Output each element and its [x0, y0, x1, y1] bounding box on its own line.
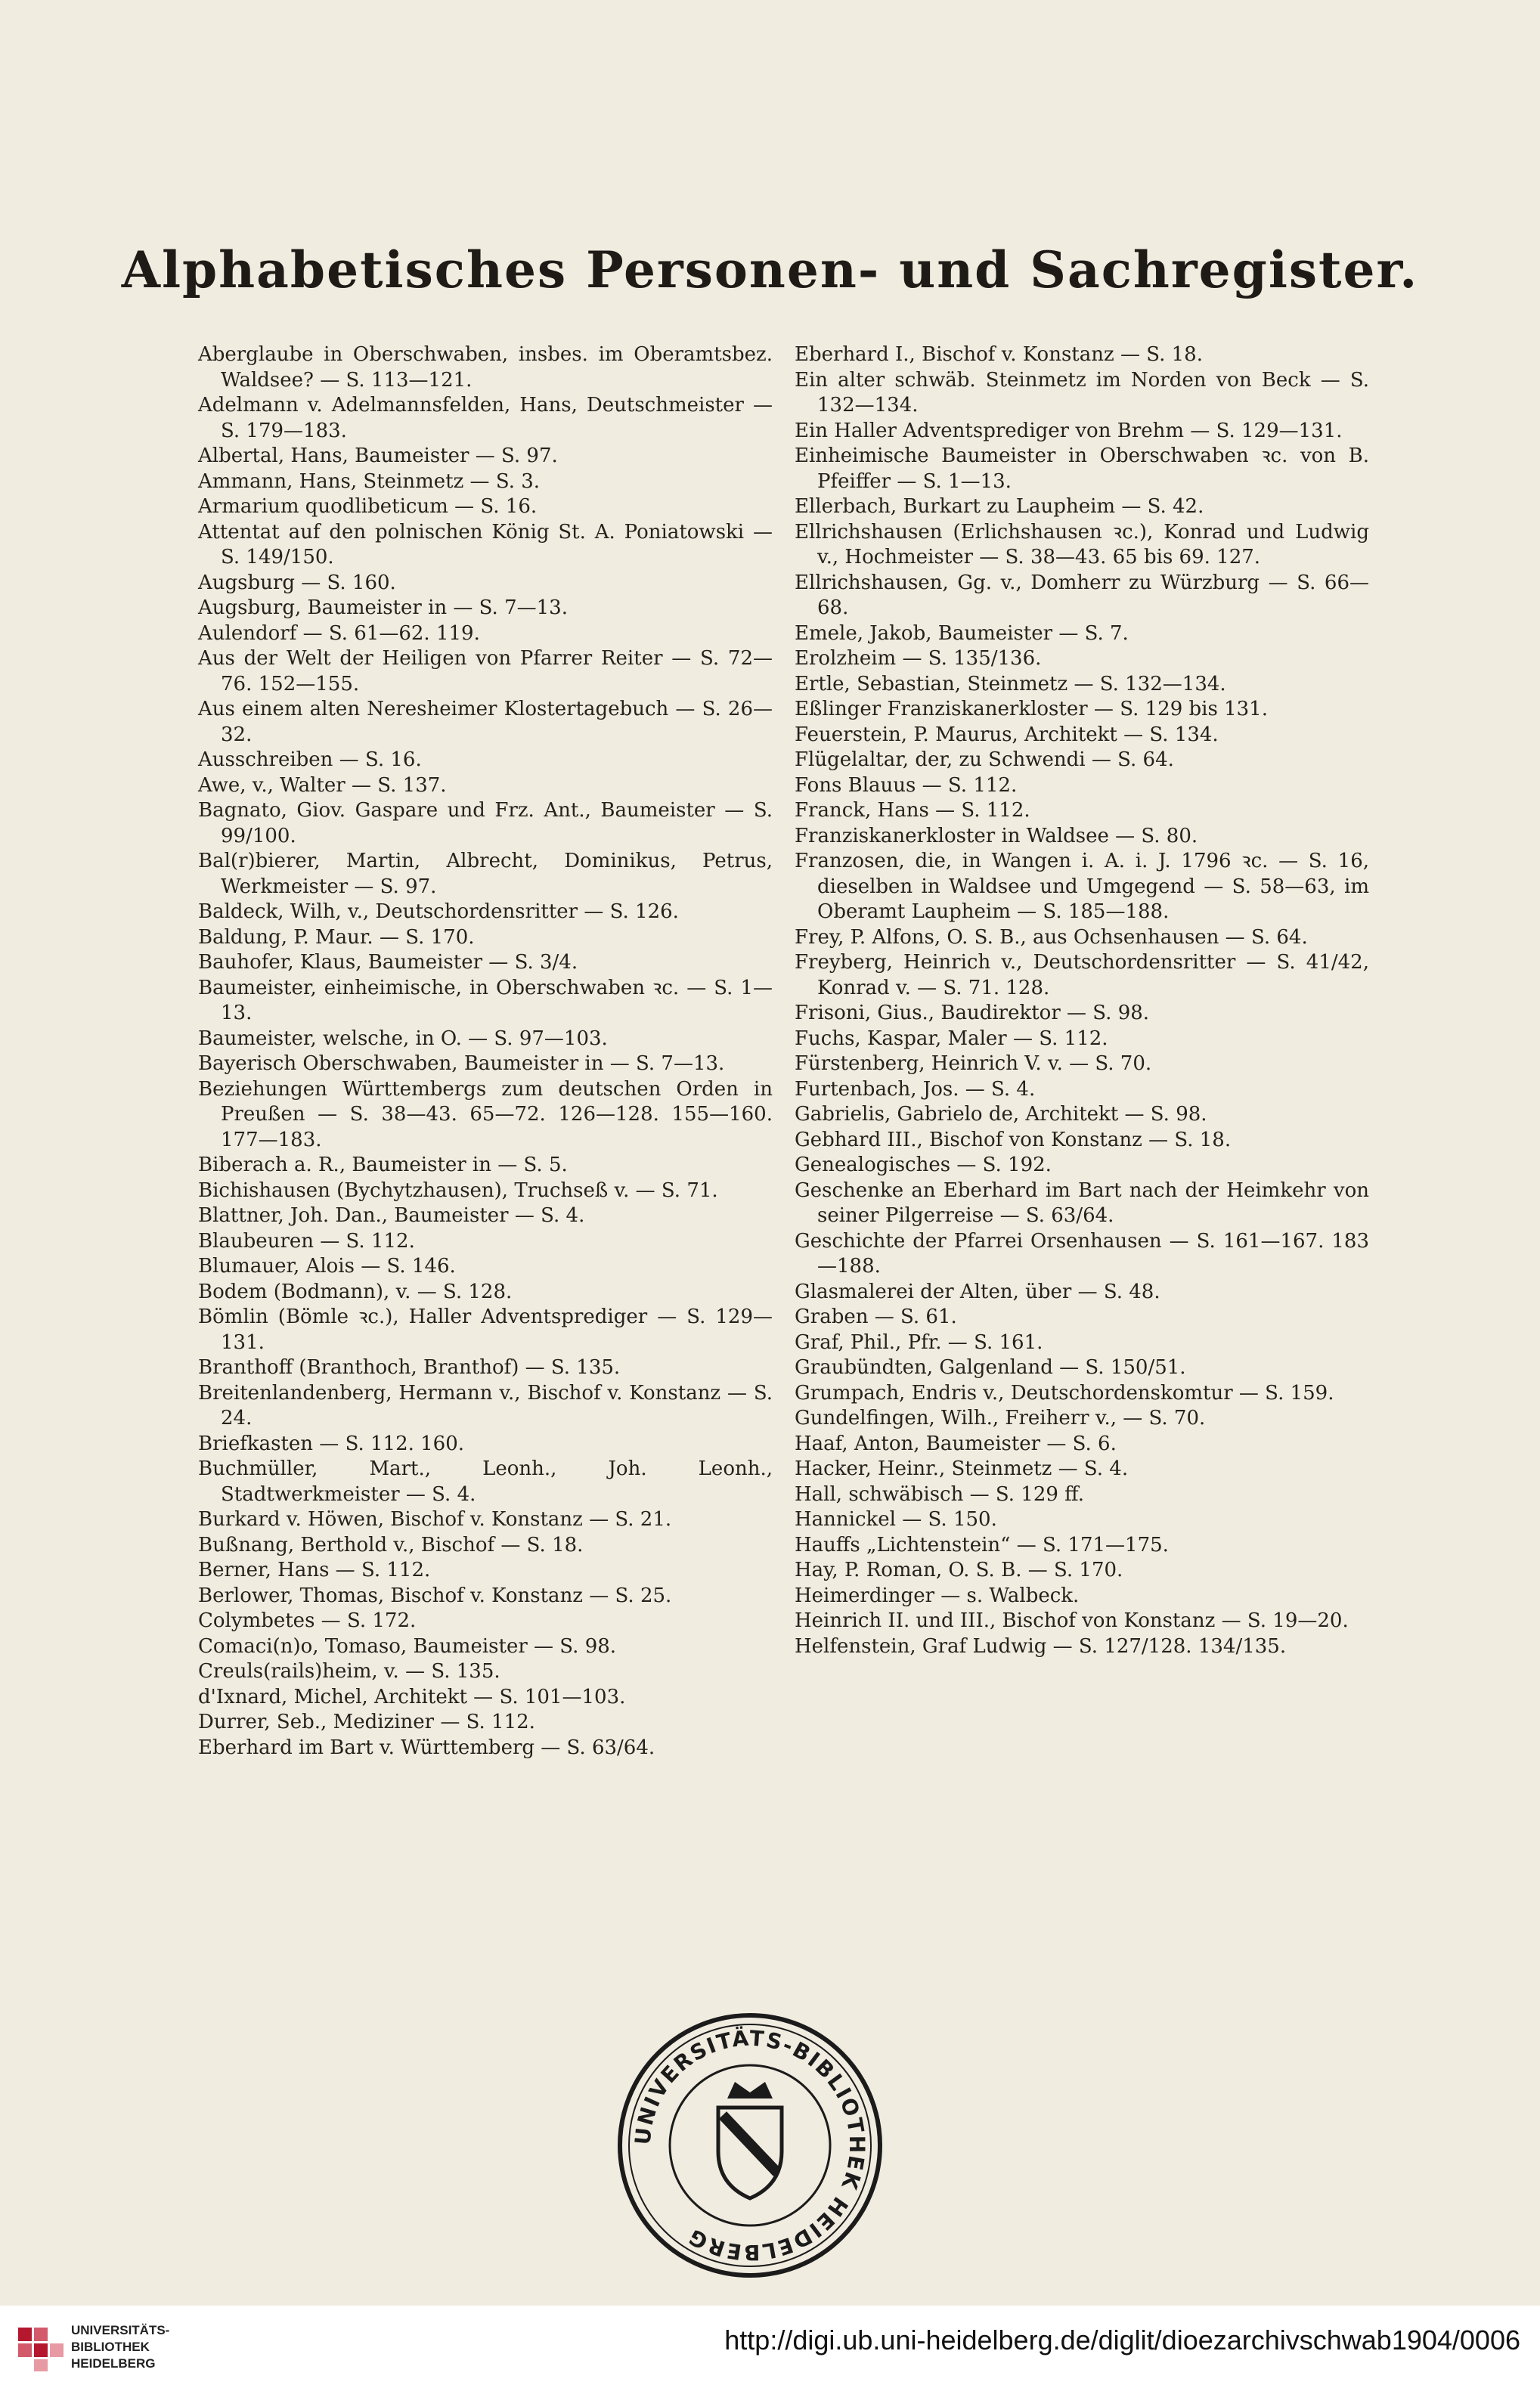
register-entry: Eberhard I., Bischof v. Konstanz — S. 18. [795, 343, 1203, 366]
register-entry: Hall, schwäbisch — S. 129 ff. [795, 1482, 1084, 1506]
register-entry: Furtenbach, Jos. — S. 4. [795, 1077, 1036, 1101]
register-entry: Attentat auf den polnischen König St. A. Poniatowski — S. 149/150. [198, 520, 773, 568]
register-entry: Ausschreiben — S. 16. [198, 748, 422, 771]
register-entry: Gebhard III., Bischof von Konstanz — S. 18. [795, 1128, 1232, 1151]
register-entry: Albertal, Hans, Baumeister — S. 97. [198, 444, 558, 467]
register-entry: Frisoni, Gius., Baudirektor — S. 98. [795, 1002, 1150, 1024]
register-entry: Bagnato, Giov. Gaspare und Frz. Ant., Baumeister — S. 99/100. [198, 799, 773, 847]
register-entry: Branthoff (Branthoch, Branthof) — S. 135. [198, 1356, 621, 1379]
register-entry: Hauffs „Lichtenstein“ — S. 171—175. [795, 1533, 1169, 1556]
register-entry: Fürstenberg, Heinrich V. v. — S. 70. [795, 1052, 1152, 1075]
register-entry: Aulendorf — S. 61—62. 119. [198, 621, 480, 645]
register-entry: Hacker, Heinr., Steinmetz — S. 4. [795, 1457, 1129, 1480]
source-url[interactable]: http://digi.ub.uni-heidelberg.de/diglit/dioezarchivschwab1904/0006 [724, 2325, 1520, 2356]
page-title: Alphabetisches Personen- und Sachregister. [121, 240, 1419, 299]
register-entry: Aberglaube in Oberschwaben, insbes. im Oberamtsbez. Waldsee? — S. 113—121. [198, 343, 773, 392]
register-entry: Flügelaltar, der, zu Schwendi — S. 64. [795, 748, 1174, 771]
register-entry: Erolzheim — S. 135/136. [795, 647, 1042, 670]
crest-icon [718, 2082, 782, 2198]
register-entry: Biberach a. R., Baumeister in — S. 5. [198, 1154, 568, 1176]
register-entry: Creuls(rails)heim, v. — S. 135. [198, 1660, 500, 1683]
register-entry: Ammann, Hans, Steinmetz — S. 3. [198, 469, 541, 493]
register-column-right [795, 342, 1369, 1659]
register-entry: Briefkasten — S. 112. 160. [198, 1432, 465, 1455]
register-entry: Heinrich II. und III., Bischof von Konstanz — S. 19—20. [795, 1609, 1349, 1632]
register-entry: Gundelfingen, Wilh., Freiherr v., — S. 70. [795, 1407, 1206, 1429]
register-entry: Augsburg — S. 160. [198, 571, 396, 594]
register-entry: Berner, Hans — S. 112. [198, 1559, 431, 1581]
register-entry: Frey, P. Alfons, O. S. B., aus Ochsenhausen — S. 64. [795, 925, 1308, 949]
stamp-ring-text: UNIVERSITÄTS-BIBLIOTHEK HEIDELBERG [630, 2025, 870, 2266]
register-entry: Haaf, Anton, Baumeister — S. 6. [795, 1432, 1117, 1455]
register-entry: Awe, v., Walter — S. 137. [198, 773, 447, 797]
register-entry: Aus der Welt der Heiligen von Pfarrer Reiter — S. 72—76. 152—155. [198, 647, 773, 695]
register-entry: Graf, Phil., Pfr. — S. 161. [795, 1330, 1043, 1354]
register-entry: Grumpach, Endris v., Deutschordenskomtur — S. 159. [795, 1381, 1334, 1405]
register-entry: Blattner, Joh. Dan., Baumeister — S. 4. [198, 1204, 585, 1227]
register-entry: Augsburg, Baumeister in — S. 7—13. [198, 596, 568, 619]
register-entry: Geschenke an Eberhard im Bart nach der Heimkehr von seiner Pilgerreise — S. 63/64. [795, 1179, 1369, 1227]
register-entry: Burkard v. Höwen, Bischof v. Konstanz — S. 21. [198, 1508, 672, 1531]
register-entry: Feuerstein, P. Maurus, Architekt — S. 134. [795, 723, 1219, 746]
register-entry: Bußnang, Berthold v., Bischof — S. 18. [198, 1533, 584, 1556]
register-entry: Ellerbach, Burkart zu Laupheim — S. 42. [795, 495, 1204, 518]
register-entry: Genealogisches — S. 192. [795, 1154, 1052, 1176]
register-entry: Franck, Hans — S. 112. [795, 799, 1030, 822]
register-entry: Breitenlandenberg, Hermann v., Bischof v. Konstanz — S. 24. [198, 1381, 773, 1429]
register-entry: Emele, Jakob, Baumeister — S. 7. [795, 621, 1129, 645]
register-entry: Buchmüller, Mart., Leonh., Joh. Leonh., Stadtwerkmeister — S. 4. [198, 1457, 773, 1506]
register-entry: Eberhard im Bart v. Württemberg — S. 63/64. [198, 1736, 655, 1759]
register-entry: Bauhofer, Klaus, Baumeister — S. 3/4. [198, 951, 578, 974]
register-entry: Geschichte der Pfarrei Orsenhausen — S. 161—167. 183—188. [795, 1229, 1369, 1278]
register-entry: Hannickel — S. 150. [795, 1508, 997, 1531]
register-entry: Armarium quodlibeticum — S. 16. [198, 495, 538, 518]
register-entry: Hay, P. Roman, O. S. B. — S. 170. [795, 1559, 1123, 1581]
register-entry: Baumeister, einheimische, in Oberschwaben ꝛc. — S. 1—13. [198, 976, 773, 1024]
register-entry: Durrer, Seb., Mediziner — S. 112. [198, 1711, 535, 1733]
register-entry: Graubündten, Galgenland — S. 150/51. [795, 1356, 1186, 1379]
register-entry: Beziehungen Württembergs zum deutschen Orden in Preußen — S. 38—43. 65—72. 126—128. 155—160. 177—183. [198, 1077, 773, 1151]
register-entry: Bal(r)bierer, Martin, Albrecht, Dominikus, Petrus, Werkmeister — S. 97. [198, 850, 773, 898]
register-entry: Ertle, Sebastian, Steinmetz — S. 132—134. [795, 672, 1226, 695]
register-entry: Ellrichshausen, Gg. v., Domherr zu Würzburg — S. 66—68. [795, 571, 1369, 619]
register-entry: Baldeck, Wilh, v., Deutschordensritter — S. 126. [198, 900, 679, 923]
university-library-logo [18, 2323, 64, 2371]
register-entry: d'Ixnard, Michel, Architekt — S. 101—103. [198, 1685, 626, 1708]
register-entry: Bömlin (Bömle ꝛc.), Haller Adventsprediger — S. 129—131. [198, 1306, 773, 1354]
register-entry: Graben — S. 61. [795, 1306, 957, 1328]
register-entry: Eßlinger Franziskanerkloster — S. 129 bis 131. [795, 698, 1268, 720]
register-entry: Helfenstein, Graf Ludwig — S. 127/128. 134/135. [795, 1634, 1287, 1658]
register-entry: Fuchs, Kaspar, Maler — S. 112. [795, 1027, 1108, 1050]
register-entry: Baumeister, welsche, in O. — S. 97—103. [198, 1027, 608, 1050]
register-entry: Baldung, P. Maur. — S. 170. [198, 925, 475, 949]
register-entry: Einheimische Baumeister in Oberschwaben ꝛc. von B. Pfeiffer — S. 1—13. [795, 444, 1369, 493]
register-entry: Glasmalerei der Alten, über — S. 48. [795, 1280, 1160, 1303]
register-entry: Franzosen, die, in Wangen i. A. i. J. 1796 ꝛc. — S. 16, dieselben in Waldsee und Umgegend — S. 58—63, im Oberamt Laupheim — S. 185—188. [795, 850, 1369, 923]
register-entry: Bayerisch Oberschwaben, Baumeister in — S. 7—13. [198, 1052, 725, 1075]
register-entry: Bichishausen (Bychytzhausen), Truchseß v. — S. 71. [198, 1179, 718, 1202]
register-entry: Berlower, Thomas, Bischof v. Konstanz — S. 25. [198, 1584, 672, 1607]
library-stamp [614, 2009, 886, 2281]
register-entry: Ein alter schwäb. Steinmetz im Norden von Beck — S. 132—134. [795, 368, 1369, 417]
register-entry: Ellrichshausen (Erlichshausen ꝛc.), Konrad und Ludwig v., Hochmeister — S. 38—43. 65 bis 69. 127. [795, 520, 1369, 568]
register-entry: Blumauer, Alois — S. 146. [198, 1255, 456, 1278]
register-entry: Colymbetes — S. 172. [198, 1609, 417, 1632]
register-entry: Comaci(n)o, Tomaso, Baumeister — S. 98. [198, 1634, 617, 1658]
register-entry: Aus einem alten Neresheimer Klostertagebuch — S. 26—32. [198, 698, 773, 746]
register-entry: Blaubeuren — S. 112. [198, 1229, 415, 1253]
register-entry: Bodem (Bodmann), v. — S. 128. [198, 1280, 513, 1303]
register-column-left [198, 342, 773, 1761]
register-entry: Ein Haller Adventsprediger von Brehm — S. 129—131. [795, 419, 1343, 442]
register-entry: Freyberg, Heinrich v., Deutschordensritter — S. 41/42, Konrad v. — S. 71. 128. [795, 951, 1369, 999]
register-entry: Franziskanerkloster in Waldsee — S. 80. [795, 824, 1198, 847]
register-entry: Gabrielis, Gabrielo de, Architekt — S. 98. [795, 1103, 1207, 1126]
register-entry: Heimerdinger — s. Walbeck. [795, 1584, 1080, 1607]
register-entry: Adelmann v. Adelmannsfelden, Hans, Deutschmeister — S. 179—183. [198, 394, 773, 442]
register-entry: Fons Blauus — S. 112. [795, 773, 1018, 797]
library-name: UNIVERSITÄTS- BIBLIOTHEK HEIDELBERG [71, 2323, 170, 2371]
